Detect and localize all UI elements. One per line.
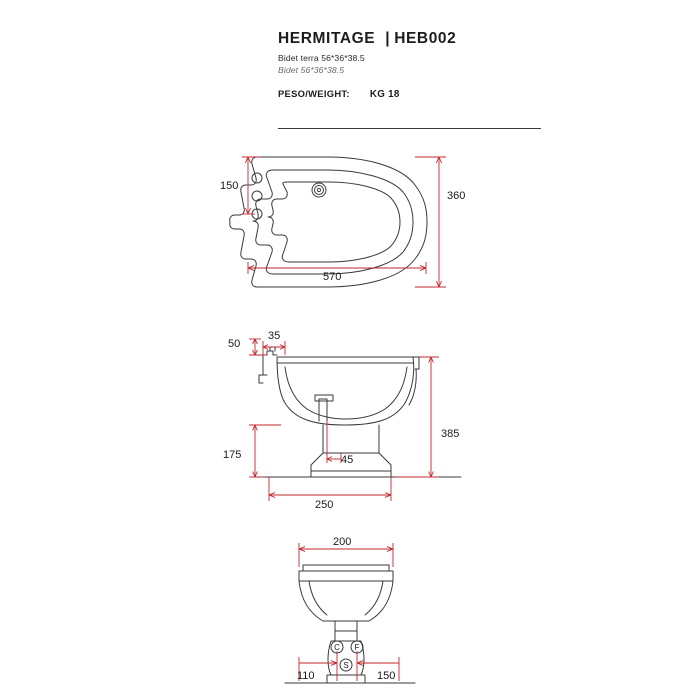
side-view-drawing <box>215 325 505 515</box>
label-f: F <box>354 643 360 652</box>
subtitle-english: Bidet 56*36*38.5 <box>278 65 345 75</box>
weight-row <box>278 88 540 100</box>
dim-top-360: 360 <box>447 190 466 202</box>
dim-front-110: 110 <box>297 670 315 682</box>
dim-front-200: 200 <box>333 536 352 548</box>
dim-top-570: 570 <box>323 271 342 283</box>
product-header <box>278 30 540 100</box>
brand-name: HERMITAGE <box>278 30 376 47</box>
subtitle-italian: Bidet terra 56*36*38.5 <box>278 53 365 63</box>
page-title <box>278 30 540 48</box>
dim-side-175: 175 <box>223 449 242 461</box>
header-divider <box>278 128 541 129</box>
dim-side-50: 50 <box>228 338 241 350</box>
front-view-drawing <box>265 535 485 695</box>
dim-top-150: 150 <box>220 180 239 192</box>
dim-side-35: 35 <box>268 330 281 342</box>
dim-side-45: 45 <box>341 454 354 466</box>
label-c: C <box>334 643 340 652</box>
top-view-drawing <box>215 140 515 305</box>
model-code: HEB002 <box>394 30 457 47</box>
weight-label: PESO/WEIGHT: <box>278 88 350 99</box>
dim-side-385: 385 <box>441 428 460 440</box>
label-s: S <box>343 661 349 670</box>
weight-value: KG 18 <box>369 89 400 100</box>
title-separator: | <box>385 30 391 47</box>
dim-side-250: 250 <box>315 499 334 511</box>
dim-front-150: 150 <box>377 670 396 682</box>
